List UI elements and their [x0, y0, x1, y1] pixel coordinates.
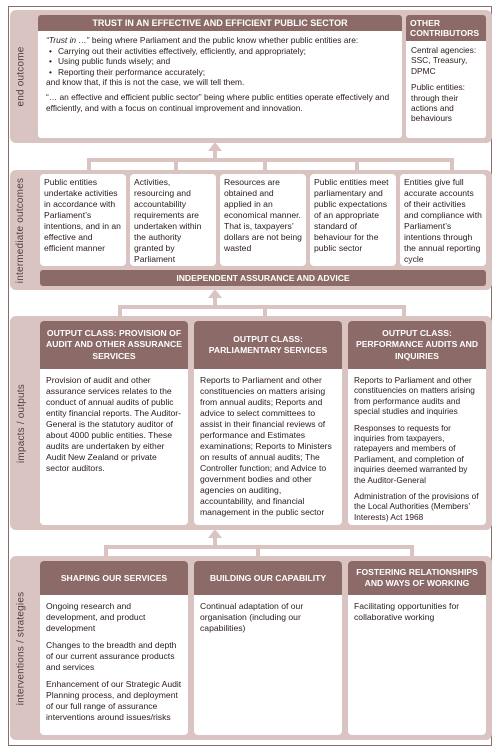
other-contributors-public: Public entities: through their actions and behaviours — [411, 82, 465, 124]
end-outcome-intro: “Trust in …” being where Parliament and the public know whether public entities are: — [46, 35, 359, 45]
connector-rail — [87, 158, 454, 162]
output-class-performance — [348, 321, 486, 525]
output-class-audit — [40, 321, 188, 525]
intermediate-outcome-1: Public entities undertake activities in accordance with Parliament’s intentions, and in an effective and efficient manner — [40, 174, 126, 266]
end-outcome-title: TRUST IN AN EFFECTIVE AND EFFICIENT PUBLIC SECTOR — [38, 15, 402, 31]
output-class-parliamentary-body: Reports to Parliament and other constituencies on matters arising from annual audits; Reports and advice to select committees to assist in their financial reviews of performance and Estimates examinations; Reports to Ministers on results of annual audits; The Controller function; and Advice to government bodies and other agencies on auditing, accountability, and financial management in the public sector — [200, 375, 332, 517]
strategy-fostering-relationships — [348, 561, 486, 735]
end-outcome-second-para: “… an effective and efficient public sector” being where public entities operate effectively and efficiently, and with a focus on continual improvement and innovation. — [46, 91, 390, 113]
independent-assurance-banner: INDEPENDENT ASSURANCE AND ADVICE — [40, 270, 486, 286]
output-class-performance-body: Reports to Parliament and other constituencies on matters arising from performance audits and special studies and inquiries Responses to requests for inquiries from taxpayers, ratepayers and members of Parliament, and completion of inquiries deemed warranted by the Auditor-General Administration of the provisions of the Local Authorities (Members’ Interests) Act 1968 — [354, 375, 479, 522]
end-outcome-band — [10, 10, 492, 143]
list-item: • Reporting their performance accurately; — [58, 67, 394, 78]
output-class-parliamentary-title: OUTPUT CLASS: PARLIAMENTARY SERVICES — [194, 321, 342, 369]
output-class-audit-body: Provision of audit and other assurance services relates to the conduct of annual audits of public entity financial reports. The Auditor-General is the statutory auditor of about 4000 public entities. These audits are undertaken by either Audit New Zealand or private sector auditors. — [46, 375, 182, 473]
interventions-strategies-band-label: interventions / strategies — [15, 591, 27, 705]
output-class-performance-title: OUTPUT CLASS: PERFORMANCE AUDITS AND INQUIRIES — [348, 321, 486, 369]
other-contributors-body — [406, 41, 486, 128]
strategy-shaping-services-body: Ongoing research and development, and product development Changes to the breadth and depth of our current assurance products and services Enhancement of our Strategic Audit Planning process, and deployment of our full range of assurance interventions around issues/risks — [46, 601, 182, 722]
strategy-fostering-relationships-body: Facilitating opportunities for collaborative working — [354, 601, 460, 622]
intermediate-outcome-5: Entities give full accurate accounts of their activities and compliance with Parliament’s intentions through the annual reporting cycle — [400, 174, 486, 266]
other-contributors-central: Central agencies: SSC, Treasury, DPMC — [411, 45, 477, 76]
strategy-fostering-relationships-title: FOSTERING RELATIONSHIPS AND WAYS OF WORKING — [348, 561, 486, 595]
end-outcome-after-bullets: and know that, if this is not the case, we will tell them. — [46, 77, 245, 88]
intermediate-outcomes-band — [10, 170, 492, 290]
intermediate-outcome-2: Activities, resourcing and accountability requirements are undertaken within the authority granted by Parliament — [130, 174, 216, 266]
end-outcome-body — [38, 31, 402, 113]
intermediate-outcome-4: Public entities meet parliamentary and public expectations of an appropriate standard of behaviour for the public sector — [310, 174, 396, 266]
strategy-shaping-services — [40, 561, 188, 735]
strategy-building-capability-body: Continual adaptation of our organisation (including our capabilities) — [200, 601, 304, 633]
end-outcome-band-label: end outcome — [15, 46, 27, 107]
interventions-strategies-band — [10, 556, 492, 740]
end-outcome-bullets — [46, 46, 394, 78]
end-outcome-box — [38, 15, 402, 138]
strategy-shaping-services-title: SHAPING OUR SERVICES — [40, 561, 188, 595]
connector-rail — [118, 305, 406, 309]
other-contributors-box — [406, 15, 486, 138]
list-item: • Carrying out their activities effectively, efficiently, and appropriately; — [58, 46, 394, 57]
impacts-outputs-band — [10, 316, 492, 530]
other-contributors-title: OTHER CONTRIBUTORS — [406, 15, 486, 41]
impacts-outputs-band-label: impacts / outputs — [15, 383, 27, 463]
strategy-building-capability — [194, 561, 342, 735]
output-class-audit-title: OUTPUT CLASS: PROVISION OF AUDIT AND OTHER ASSURANCE SERVICES — [40, 321, 188, 369]
intermediate-outcomes-band-label: intermediate outcomes — [15, 177, 27, 283]
intermediate-outcome-3: Resources are obtained and applied in an economical manner. That is, taxpayers’ dollars are not being wasted — [220, 174, 306, 266]
output-class-parliamentary — [194, 321, 342, 525]
list-item: • Using public funds wisely; and — [58, 56, 394, 67]
strategy-building-capability-title: BUILDING OUR CAPABILITY — [194, 561, 342, 595]
